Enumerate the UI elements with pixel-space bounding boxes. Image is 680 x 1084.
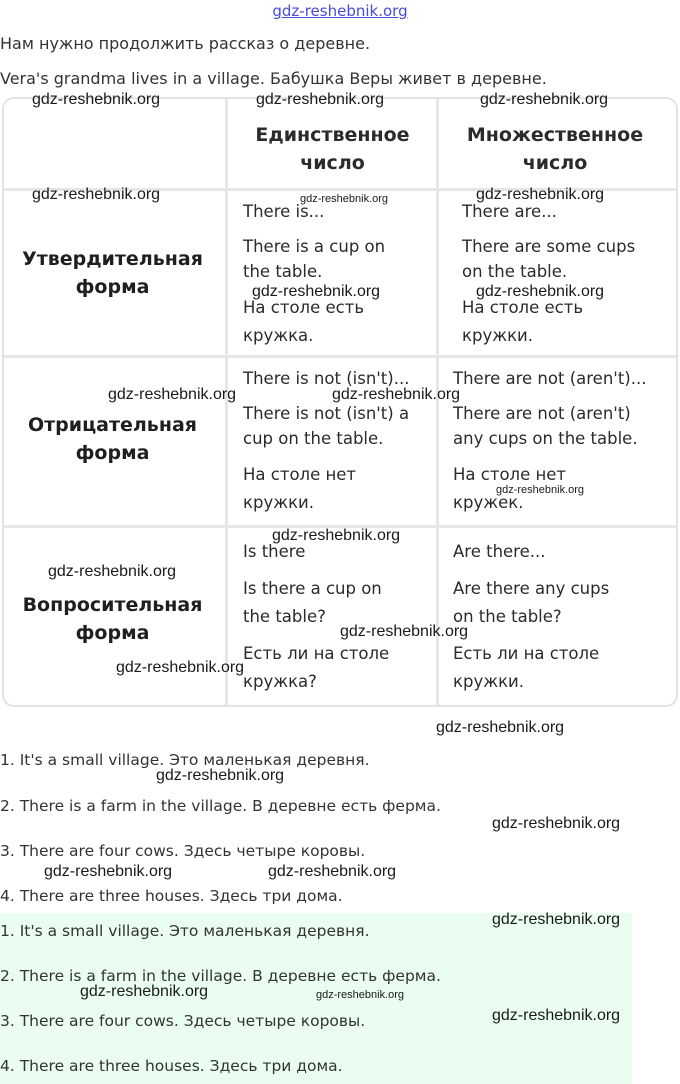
watermark: gdz-reshebnik.org [32, 186, 161, 203]
watermark: gdz-reshebnik.org [268, 863, 397, 880]
cell-text: There is... [243, 202, 325, 221]
cell-text: Is there a cup on [243, 579, 382, 598]
cell-text: There are some cups [462, 237, 636, 256]
cell-text: кружка. [243, 326, 314, 345]
watermark: gdz-reshebnik.org [492, 911, 621, 928]
row-label-question: Вопросительная форма [22, 594, 203, 644]
cell-text: There is a cup on [243, 237, 386, 256]
answer-line: 2. There is a farm in the village. В деревне есть ферма. [0, 797, 441, 815]
cell-text: На столе нет [243, 465, 357, 484]
watermark: gdz-reshebnik.org [48, 563, 177, 580]
watermark: gdz-reshebnik.org [480, 91, 609, 108]
watermark: gdz-reshebnik.org [496, 484, 585, 496]
cell-text: Is there [243, 542, 306, 561]
cell-text: кружки. [462, 326, 534, 345]
watermark: gdz-reshebnik.org [32, 91, 161, 108]
cell-text: cup on the table. [243, 429, 384, 448]
answer-line-highlighted: 2. There is a farm in the village. В деревне есть ферма. [0, 967, 441, 985]
cell-text: the table. [243, 262, 323, 281]
watermark: gdz-reshebnik.org [476, 283, 605, 300]
column-header-singular: Единственное число [255, 124, 410, 174]
cell-text: There are not (aren't) [453, 404, 631, 423]
cell-text: На столе есть [462, 298, 584, 317]
cell-text: on the table? [453, 607, 562, 626]
intro-text: Нам нужно продолжить рассказ о деревне. [0, 34, 371, 53]
cell-text: кружки. [453, 672, 525, 691]
site-link[interactable]: gdz-reshebnik.org [272, 2, 408, 20]
watermark: gdz-reshebnik.org [316, 989, 405, 1001]
cell-text: There are... [462, 202, 557, 221]
column-header-plural: Множественное число [466, 124, 644, 174]
cell-text: There is not (isn't) a [243, 404, 410, 423]
cell-text: any cups on the table. [453, 429, 638, 448]
watermark: gdz-reshebnik.org [492, 815, 621, 832]
intro-example: Vera's grandma lives in a village. Бабушка Веры живет в деревне. [0, 69, 547, 88]
cell-text: кружек. [453, 493, 524, 512]
watermark: gdz-reshebnik.org [272, 527, 401, 544]
answer-line-highlighted: 4. There are three houses. Здесь три дома. [0, 1057, 343, 1075]
cell-text: There are not (aren't)... [453, 369, 647, 388]
watermark: gdz-reshebnik.org [116, 659, 245, 676]
cell-text: Are there... [453, 542, 546, 561]
cell-text: кружки. [243, 493, 315, 512]
row-label-affirmative: Утвердительная форма [22, 248, 203, 298]
cell-text: There is not (isn't)... [243, 369, 410, 388]
watermark: gdz-reshebnik.org [300, 193, 389, 205]
cell-text: the table? [243, 607, 326, 626]
cell-text: on the table. [462, 262, 568, 281]
cell-text: На столе нет [453, 465, 567, 484]
watermark: gdz-reshebnik.org [340, 623, 469, 640]
watermark: gdz-reshebnik.org [436, 719, 565, 736]
watermark: gdz-reshebnik.org [252, 283, 381, 300]
table-divider [4, 355, 676, 358]
answer-line: 3. There are four cows. Здесь четыре коровы. [0, 842, 366, 860]
cell-text: Are there any cups [453, 579, 610, 598]
watermark: gdz-reshebnik.org [44, 863, 173, 880]
row-label-negative: Отрицательная форма [28, 414, 197, 464]
watermark: gdz-reshebnik.org [80, 983, 209, 1000]
watermark: gdz-reshebnik.org [156, 767, 285, 784]
answer-line: 4. There are three houses. Здесь три дома. [0, 887, 343, 905]
watermark: gdz-reshebnik.org [476, 186, 605, 203]
answer-line-highlighted: 3. There are four cows. Здесь четыре коровы. [0, 1012, 366, 1030]
cell-text: кружка? [243, 672, 317, 691]
watermark: gdz-reshebnik.org [332, 386, 461, 403]
watermark: gdz-reshebnik.org [492, 1007, 621, 1024]
answer-line-highlighted: 1. It's a small village. Это маленькая деревня. [0, 922, 370, 940]
cell-text: Есть ли на столе [243, 644, 390, 663]
watermark: gdz-reshebnik.org [108, 386, 237, 403]
cell-text: Есть ли на столе [453, 644, 600, 663]
cell-text: На столе есть [243, 298, 365, 317]
answer-line: 1. It's a small village. Это маленькая деревня. [0, 751, 370, 769]
watermark: gdz-reshebnik.org [256, 91, 385, 108]
